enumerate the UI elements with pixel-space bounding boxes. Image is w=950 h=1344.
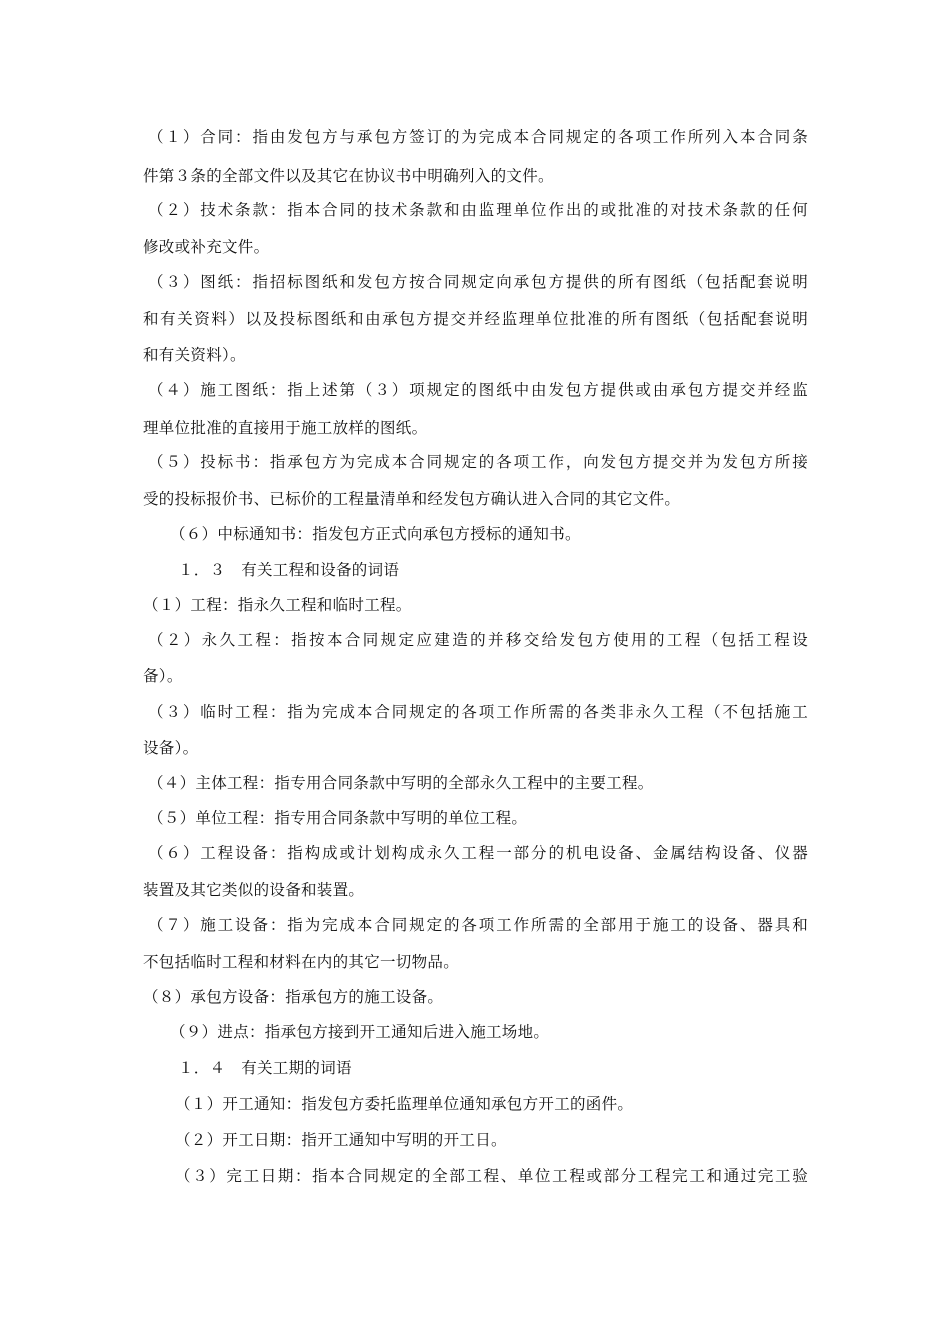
text-line: （６）中标通知书：指发包方正式向承包方授标的通知书。 [170, 525, 581, 543]
text-line: 理单位批准的直接用于施工放样的图纸。 [143, 419, 428, 437]
text-line: （５）投标书：指承包方为完成本合同规定的各项工作，向发包方提交并为发包方所接 [148, 453, 808, 471]
text-line: （１）工程：指永久工程和临时工程。 [143, 596, 412, 614]
text-line: （８）承包方设备：指承包方的施工设备。 [143, 988, 444, 1006]
text-line: （６）工程设备：指构成或计划构成永久工程一部分的机电设备、金属结构设备、仪器 [148, 844, 808, 862]
text-line: （９）进点：指承包方接到开工通知后进入施工场地。 [170, 1023, 550, 1041]
text-line: 设备）。 [143, 739, 199, 757]
text-line: （３）图纸：指招标图纸和发包方按合同规定向承包方提供的所有图纸（包括配套说明 [148, 273, 808, 291]
text-line: （２）技术条款：指本合同的技术条款和由监理单位作出的或批准的对技术条款的任何 [148, 201, 808, 219]
text-line: （３）完工日期：指本合同规定的全部工程、单位工程或部分工程完工和通过完工验 [175, 1167, 808, 1185]
text-line: （５）单位工程：指专用合同条款中写明的单位工程。 [148, 809, 528, 827]
text-line: 和有关资料）。 [143, 346, 246, 364]
text-line: （４）主体工程：指专用合同条款中写明的全部永久工程中的主要工程。 [148, 774, 654, 792]
text-line: （３）临时工程：指为完成本合同规定的各项工作所需的各类非永久工程（不包括施工 [148, 703, 808, 721]
text-line: （２）永久工程：指按本合同规定应建造的并移交给发包方使用的工程（包括工程设 [148, 631, 808, 649]
text-line: （１）开工通知：指发包方委托监理单位通知承包方开工的函件。 [175, 1095, 634, 1113]
text-line: 受的投标报价书、已标价的工程量清单和经发包方确认进入合同的其它文件。 [143, 490, 681, 508]
section-heading: １．４ 有关工期的词语 [178, 1059, 352, 1077]
text-line: （７）施工设备：指为完成本合同规定的各项工作所需的全部用于施工的设备、器具和 [148, 916, 808, 934]
text-line: 件第３条的全部文件以及其它在协议书中明确列入的文件。 [143, 167, 554, 185]
text-line: 修改或补充文件。 [143, 238, 270, 256]
text-line: （４）施工图纸：指上述第（３）项规定的图纸中由发包方提供或由承包方提交并经监 [148, 381, 808, 399]
text-line: （２）开工日期：指开工通知中写明的开工日。 [175, 1131, 507, 1149]
text-line: 不包括临时工程和材料在内的其它一切物品。 [143, 953, 460, 971]
section-heading: １．３ 有关工程和设备的词语 [178, 561, 400, 579]
text-line: 备）。 [143, 667, 183, 685]
text-line: 和有关资料）以及投标图纸和由承包方提交并经监理单位批准的所有图纸（包括配套说明 [143, 310, 808, 328]
text-line: 装置及其它类似的设备和装置。 [143, 881, 365, 899]
text-line: （１）合同：指由发包方与承包方签订的为完成本合同规定的各项工作所列入本合同条 [148, 128, 808, 146]
